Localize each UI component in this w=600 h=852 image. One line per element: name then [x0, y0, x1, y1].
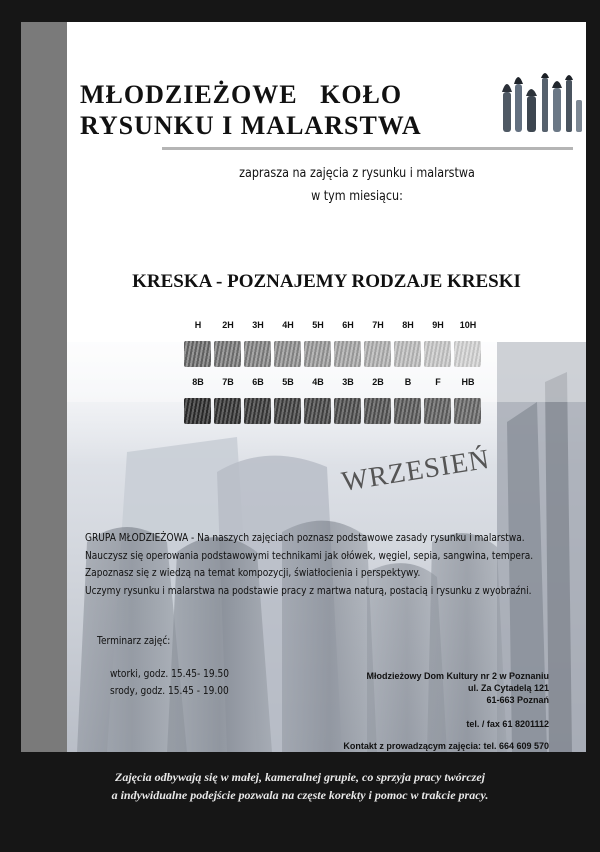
grade-label: 8H	[402, 320, 414, 330]
contact-info: Kontakt z prowadzącym zajęcia: tel. 664 609 570	[343, 741, 549, 751]
pencil-swatch	[394, 398, 421, 424]
paintbrushes-icon	[497, 70, 585, 134]
title-line: RYSUNKU I MALARSTWA	[80, 111, 422, 140]
address-block	[366, 670, 549, 706]
grade-label: 2H	[222, 320, 234, 330]
address-line: Młodzieżowy Dom Kultury nr 2 w Poznaniu	[366, 671, 549, 681]
description-line: Zapoznasz się z wiedzą na temat kompozycji, światłocienia i perspektywy.	[85, 567, 421, 580]
grade-label: B	[404, 377, 412, 387]
grade-label: 6H	[342, 320, 354, 330]
grade-label: 5H	[312, 320, 324, 330]
grade-label: 2B	[372, 377, 384, 387]
divider	[162, 147, 573, 150]
pencil-swatch	[424, 341, 451, 367]
pencil-swatch	[364, 341, 391, 367]
pencil-swatch	[214, 341, 241, 367]
pencil-swatch	[364, 398, 391, 424]
pencil-swatch	[274, 341, 301, 367]
schedule-title: Terminarz zajęć:	[97, 635, 171, 647]
pencil-swatch	[274, 398, 301, 424]
description-text	[85, 530, 567, 600]
pencil-swatch	[244, 398, 271, 424]
phone-number: tel. / fax 61 8201112	[466, 719, 549, 729]
poster-sheet	[67, 22, 586, 752]
invitation-line: w tym miesiącu:	[311, 189, 403, 204]
pencil-swatch	[184, 341, 211, 367]
grade-label: 7B	[222, 377, 234, 387]
address-line: 61-663 Poznań	[486, 695, 549, 705]
description-line: Uczymy rysunku i malarstwa na podstawie pracy z martwa naturą, postacią i rysunku z wyobraźni.	[85, 584, 532, 597]
topic-heading: KRESKA - POZNAJEMY RODZAJE KRESKI	[132, 271, 521, 292]
grade-label: 4B	[312, 377, 324, 387]
grade-label: 10H	[459, 320, 477, 330]
invitation-line: zaprasza na zajęcia z rysunku i malarstwa	[239, 166, 475, 181]
pencil-swatch	[424, 398, 451, 424]
schedule-item: wtorki, godz. 15.45- 19.50	[110, 668, 229, 680]
side-grey-bar	[21, 22, 67, 752]
pencil-swatch	[184, 398, 211, 424]
footer-note	[0, 768, 600, 804]
grade-label: H	[194, 320, 202, 330]
pencil-swatch	[334, 398, 361, 424]
footer-line: Zajęcia odbywają się w małej, kameralnej grupie, co sprzyja pracy twórczej	[115, 770, 485, 784]
schedule-list	[110, 666, 229, 700]
title-line: MŁODZIEŻOWE KOŁO	[80, 80, 403, 109]
pencil-swatch	[394, 341, 421, 367]
description-line: Nauczysz się operowania podstawowymi technikami jak ołówek, węgiel, sepia, sangwina, tempera.	[85, 549, 534, 562]
invitation-text	[176, 162, 537, 208]
pencil-swatch	[214, 398, 241, 424]
grade-label: 8B	[192, 377, 204, 387]
pencil-swatch	[334, 341, 361, 367]
description-line: GRUPA MŁODZIEŻOWA - Na naszych zajęciach poznasz podstawowe zasady rysunku i malarstwa.	[85, 532, 525, 544]
grade-label: 3H	[252, 320, 264, 330]
pencil-swatch	[454, 341, 481, 367]
grade-label: 9H	[432, 320, 444, 330]
grade-label: 4H	[282, 320, 294, 330]
pencil-swatch	[304, 398, 331, 424]
address-line: ul. Za Cytadelą 121	[467, 683, 549, 693]
grade-label: 7H	[372, 320, 384, 330]
footer-line: a indywidualne podejście pozwala na częste korekty i pomoc w trakcie pracy.	[111, 788, 489, 802]
pencil-swatch	[244, 341, 271, 367]
pencil-swatch	[304, 341, 331, 367]
grade-label: HB	[461, 377, 475, 387]
schedule-item: srody, godz. 15.45 - 19.00	[110, 685, 229, 697]
grade-label: 6B	[252, 377, 264, 387]
month-label: WRZESIEŃ	[339, 443, 493, 498]
grade-label: 5B	[282, 377, 294, 387]
grade-label: 3B	[342, 377, 354, 387]
pencil-swatch	[454, 398, 481, 424]
grade-label: F	[435, 377, 441, 387]
page-title	[80, 79, 422, 141]
